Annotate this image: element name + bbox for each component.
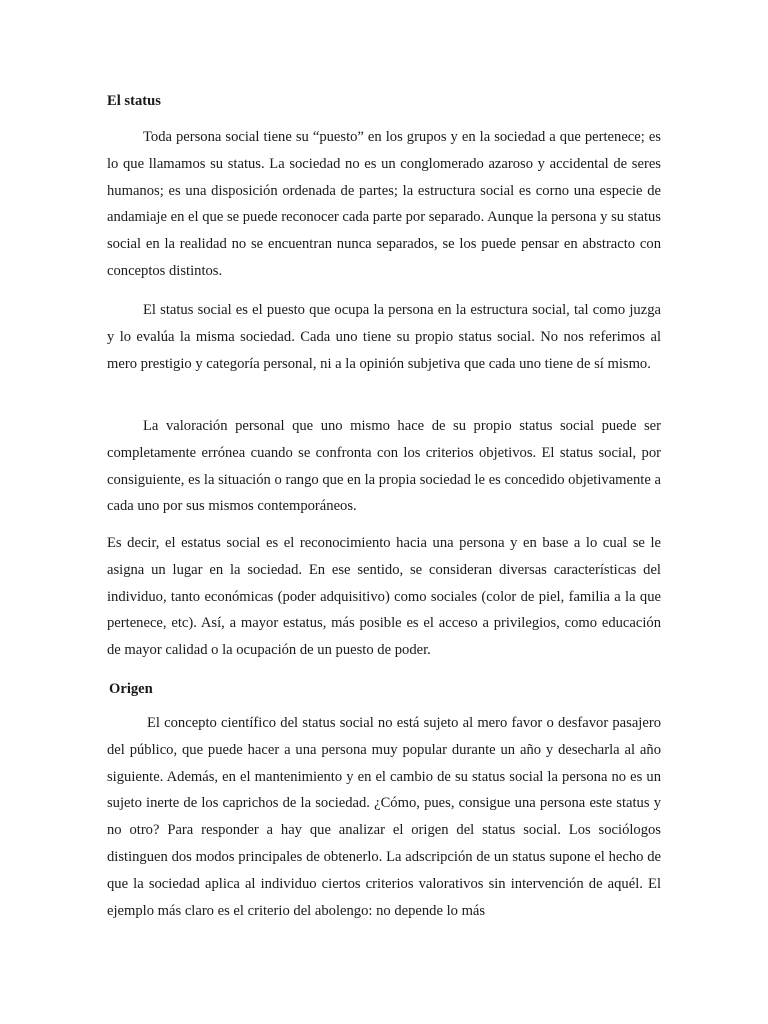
paragraph-1: Toda persona social tiene su “puesto” en los grupos y en la sociedad a que pertenece; es lo que llamamos su status. La sociedad no es un conglomerado azaroso y accidental de seres humanos; es una disposición ordenada de partes; la estructura social es corno una especie de andamiaje en el que se puede reconocer cada parte por separado. Aunque la persona y su status social en la realidad no se encuentran nunca separados, se los puede pensar en abstracto con conceptos distintos. <box>107 129 661 279</box>
paragraph-4: Es decir, el estatus social es el reconocimiento hacia una persona y en base a lo cual se le asigna un lugar en la sociedad. En ese sentido, se consideran diversas características del individuo, tanto económicas (poder adquisitivo) como sociales (color de piel, familia a la que pertenece, etc). Así, a mayor estatus, más posible es el acceso a privilegios, como educación de mayor calidad o la ocupación de un puesto de poder. <box>107 535 661 659</box>
paragraph-5: El concepto científico del status social no está sujeto al mero favor o desfavor pasajero del público, que puede hacer a una persona muy popular durante un año y desecharla al año siguiente. Además, en el mantenimiento y en el cambio de su status social la persona no es un sujeto inerte de los caprichos de la sociedad. ¿Cómo, pues, consigue una persona este status y no otro? Para responder a hay que analizar el origen del status social. Los sociólogos distinguen dos modos principales de obtenerlo. La adscripción de un status supone el hecho de que la sociedad aplica al individuo ciertos criterios valorativos sin intervención de aquél. El ejemplo más claro es el criterio del abolengo: no depende lo más <box>107 715 661 919</box>
section-heading-status: El status <box>107 93 161 109</box>
section-heading-origen: Origen <box>109 681 153 697</box>
paragraph-3: La valoración personal que uno mismo hace de su propio status social puede ser completamente errónea cuando se confronta con los criterios objetivos. El status social, por consiguiente, es la situación o rango que en la propia sociedad le es concedido objetivamente a cada uno por sus mismos contemporáneos. <box>107 418 661 515</box>
paragraph-2: El status social es el puesto que ocupa la persona en la estructura social, tal como juzga y lo evalúa la misma sociedad. Cada uno tiene su propio status social. No nos referimos al mero prestigio y categoría personal, ni a la opinión subjetiva que cada uno tiene de sí mismo. <box>107 302 661 372</box>
